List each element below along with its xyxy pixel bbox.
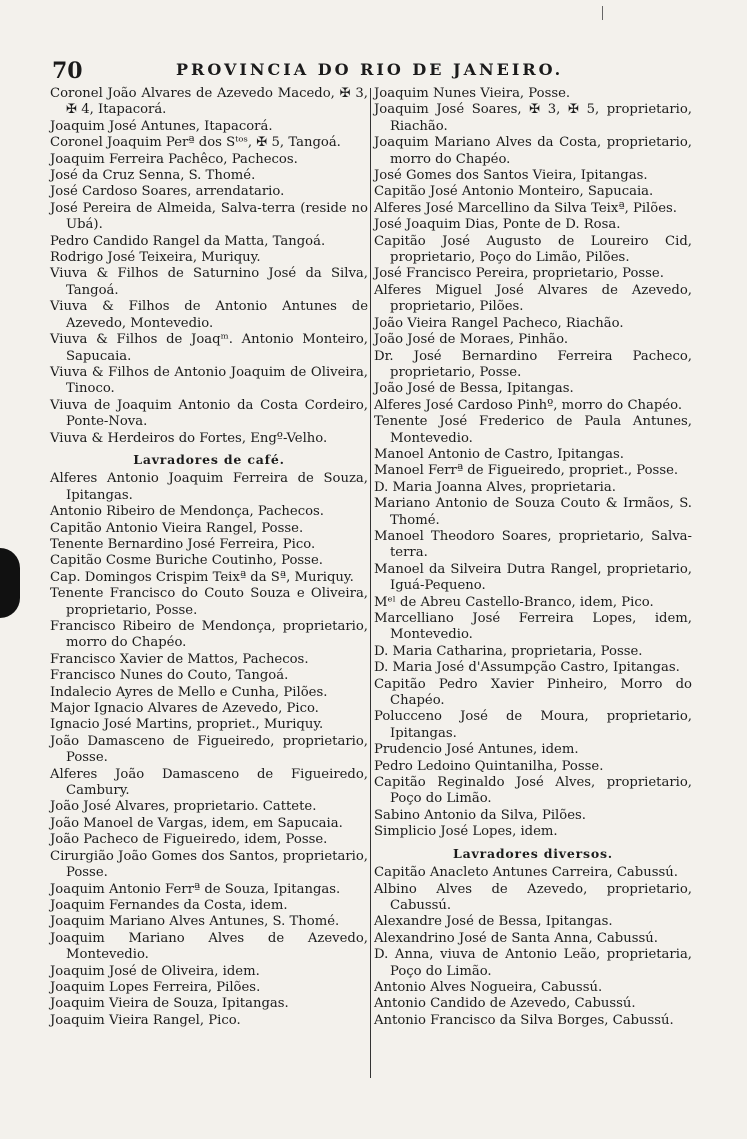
directory-entry: José Gomes dos Santos Vieira, Ipitangas. bbox=[374, 168, 648, 184]
directory-entry: Viuva & Filhos de Antonio Joaquim de Oliveira, Tinoco. bbox=[50, 364, 368, 397]
directory-entry: Antonio Candido de Azevedo, Cabussú. bbox=[374, 996, 636, 1012]
section-heading-diversos: Lavradores diversos. bbox=[453, 845, 613, 861]
directory-entry: Cap. Domingos Crispim Teixª da Sª, Muriquy. bbox=[50, 569, 354, 585]
directory-entry: Capitão Anacleto Antunes Carreira, Cabussú. bbox=[374, 865, 678, 881]
directory-entry: Capitão Antonio Vieira Rangel, Posse. bbox=[50, 520, 304, 536]
directory-entry: Viuva & Filhos de Antonio Antunes de Azevedo, Montevedio. bbox=[50, 299, 368, 331]
directory-entry: João Pacheco de Figueiredo, idem, Posse. bbox=[50, 832, 328, 848]
directory-entry: João Manoel de Vargas, idem, em Sapucaia. bbox=[50, 815, 343, 831]
directory-entry: Coronel João Alvares de Azevedo Macedo, ✠ 3, ✠ 4, Itapacorá. bbox=[50, 86, 368, 118]
directory-entry: José Francisco Pereira, proprietario, Posse. bbox=[374, 266, 664, 282]
directory-entry: João Vieira Rangel Pacheco, Riachão. bbox=[374, 315, 624, 331]
directory-entry: Polucceno José de Moura, proprietario, Ipitangas. bbox=[374, 709, 692, 741]
directory-entry: João José Alvares, proprietario. Cattete. bbox=[50, 799, 317, 815]
directory-entry: José da Cruz Senna, S. Thomé. bbox=[50, 168, 256, 184]
directory-entry: Joaquim Mariano Alves da Costa, proprietario, morro do Chapéo. bbox=[374, 135, 692, 167]
left-entries-top bbox=[50, 86, 368, 447]
page-number: 70 bbox=[52, 58, 83, 84]
directory-entry: Joaquim José de Oliveira, idem. bbox=[50, 963, 260, 979]
directory-entry: Alferes José Marcellino da Silva Teixª, Pilões. bbox=[374, 200, 677, 216]
directory-entry: Pedro Candido Rangel da Matta, Tangoá. bbox=[50, 233, 326, 249]
directory-entry: Sabino Antonio da Silva, Pilões. bbox=[374, 807, 586, 823]
directory-entry: Francisco Nunes do Couto, Tangoá. bbox=[50, 668, 289, 684]
directory-entry: Alferes Miguel José Alvares de Azevedo, proprietario, Pilões. bbox=[374, 282, 692, 315]
directory-entry: Joaquim José Soares, ✠ 3, ✠ 5, proprietario, Riachão. bbox=[374, 102, 692, 134]
directory-entry: Prudencio José Antunes, idem. bbox=[374, 742, 579, 758]
directory-entry: José Pereira de Almeida, Salva-terra (reside no Ubá). bbox=[50, 200, 368, 233]
right-entries-top bbox=[374, 86, 692, 841]
directory-entry: Dr. José Bernardino Ferreira Pacheco, proprietario, Posse. bbox=[374, 348, 692, 380]
directory-entry: Marcelliano José Ferreira Lopes, idem, Montevedio. bbox=[374, 611, 692, 643]
directory-entry: D. Maria José d'Assumpção Castro, Ipitangas. bbox=[374, 660, 680, 676]
directory-entry: João José de Moraes, Pinhão. bbox=[374, 332, 569, 348]
column-divider bbox=[370, 88, 371, 1078]
directory-entry: Cirurgião João Gomes dos Santos, proprietario, Posse. bbox=[50, 848, 368, 881]
directory-entry: Joaquim Mariano Alves de Azevedo, Montevedio. bbox=[50, 930, 368, 963]
directory-entry: Pedro Ledoino Quintanilha, Posse. bbox=[374, 758, 604, 774]
directory-entry: Tenente José Frederico de Paula Antunes, Montevedio. bbox=[374, 414, 692, 446]
directory-entry: Alexandre José de Bessa, Ipitangas. bbox=[374, 914, 613, 930]
directory-entry: Capitão Cosme Buriche Coutinho, Posse. bbox=[50, 553, 323, 569]
directory-entry: Tenente Francisco do Couto Souza e Oliveira, proprietario, Posse. bbox=[50, 586, 368, 618]
directory-entry: Joaquim Mariano Alves Antunes, S. Thomé. bbox=[50, 914, 340, 930]
directory-entry: Francisco Xavier de Mattos, Pachecos. bbox=[50, 651, 309, 667]
directory-entry: Joaquim Ferreira Pachêco, Pachecos. bbox=[50, 151, 298, 167]
running-title: PROVINCIA DO RIO DE JANEIRO. bbox=[176, 60, 564, 79]
directory-entry: Manoel Ferrª de Figueiredo, propriet., Posse. bbox=[374, 463, 679, 479]
directory-entry: Alferes José Cardoso Pinhº, morro do Chapéo. bbox=[374, 397, 683, 413]
directory-entry: Joaquim Vieira de Souza, Ipitangas. bbox=[50, 996, 289, 1012]
directory-entry: Viuva & Filhos de Joaqᵐ. Antonio Monteiro, Sapucaia. bbox=[50, 332, 368, 364]
right-entries-diversos bbox=[374, 865, 692, 1029]
directory-entry: Mᵉˡ de Abreu Castello-Branco, idem, Pico. bbox=[374, 594, 654, 610]
directory-entry: Capitão José Antonio Monteiro, Sapucaia. bbox=[374, 184, 654, 200]
directory-entry: Manoel da Silveira Dutra Rangel, proprietario, Iguá-Pequeno. bbox=[374, 561, 692, 594]
directory-entry: Antonio Ribeiro de Mendonça, Pachecos. bbox=[50, 504, 325, 520]
margin-mark bbox=[602, 6, 603, 20]
directory-entry: Albino Alves de Azevedo, proprietario, Cabussú. bbox=[374, 881, 692, 913]
directory-entry: Viuva & Herdeiros do Fortes, Engº-Velho. bbox=[50, 430, 328, 446]
section-heading-cafe: Lavradores de café. bbox=[133, 451, 285, 467]
directory-entry: Alferes João Damasceno de Figueiredo, Cambury. bbox=[50, 766, 368, 799]
directory-entry: Joaquim Nunes Vieira, Posse. bbox=[374, 86, 571, 101]
directory-entry: Coronel Joaquim Perª dos Sᵗᵒˢ, ✠ 5, Tangoá. bbox=[50, 135, 341, 151]
directory-entry: Simplicio José Lopes, idem. bbox=[374, 824, 558, 840]
directory-entry: D. Anna, viuva de Antonio Leão, proprietaria, Poço do Limão. bbox=[374, 947, 692, 979]
directory-entry: João Damasceno de Figueiredo, proprietario, Posse. bbox=[50, 733, 368, 766]
directory-entry: Capitão Reginaldo José Alves, proprietario, Poço do Limão. bbox=[374, 775, 692, 807]
directory-entry: Antonio Alves Nogueira, Cabussú. bbox=[374, 979, 603, 995]
directory-entry: Antonio Francisco da Silva Borges, Cabussú. bbox=[374, 1012, 674, 1028]
directory-entry: Alferes Antonio Joaquim Ferreira de Souza, Ipitangas. bbox=[50, 471, 368, 503]
directory-entry: Manoel Antonio de Castro, Ipitangas. bbox=[374, 446, 624, 462]
directory-entry: Viuva de Joaquim Antonio da Costa Cordeiro, Ponte-Nova. bbox=[50, 397, 368, 430]
directory-entry: Ignacio José Martins, propriet., Muriquy. bbox=[50, 717, 324, 733]
directory-entry: Tenente Bernardino José Ferreira, Pico. bbox=[50, 536, 316, 552]
directory-entry: Major Ignacio Alvares de Azevedo, Pico. bbox=[50, 701, 319, 717]
directory-entry: José Joaquim Dias, Ponte de D. Rosa. bbox=[374, 217, 621, 233]
directory-entry: Mariano Antonio de Souza Couto & Irmãos, S. Thomé. bbox=[374, 496, 692, 528]
directory-entry: Manoel Theodoro Soares, proprietario, Salva-terra. bbox=[374, 528, 692, 561]
directory-entry: D. Maria Joanna Alves, proprietaria. bbox=[374, 479, 616, 495]
left-column bbox=[50, 86, 368, 1029]
directory-entry: Alexandrino José de Santa Anna, Cabussú. bbox=[374, 930, 658, 946]
directory-entry: João José de Bessa, Ipitangas. bbox=[374, 381, 574, 397]
directory-entry: Capitão Pedro Xavier Pinheiro, Morro do Chapéo. bbox=[374, 676, 692, 709]
directory-entry: Francisco Ribeiro de Mendonça, proprietario, morro do Chapéo. bbox=[50, 619, 368, 651]
directory-entry: Capitão José Augusto de Loureiro Cid, proprietario, Poço do Limão, Pilões. bbox=[374, 233, 692, 266]
directory-entry: Indalecio Ayres de Mello e Cunha, Pilões. bbox=[50, 684, 328, 700]
directory-entry: Viuva & Filhos de Saturnino José da Silva, Tangoá. bbox=[50, 266, 368, 298]
directory-entry: Rodrigo José Teixeira, Muriquy. bbox=[50, 250, 261, 266]
directory-entry: D. Maria Catharina, proprietaria, Posse. bbox=[374, 643, 643, 659]
directory-entry: Joaquim Antonio Ferrª de Souza, Ipitangas. bbox=[50, 881, 341, 897]
binding-shadow bbox=[0, 548, 20, 618]
directory-entry: Joaquim Vieira Rangel, Pico. bbox=[50, 1012, 241, 1028]
directory-entry: Joaquim Lopes Ferreira, Pilões. bbox=[50, 979, 261, 995]
right-column bbox=[374, 86, 692, 1029]
directory-entry: José Cardoso Soares, arrendatario. bbox=[50, 184, 285, 200]
left-entries-cafe bbox=[50, 471, 368, 1029]
directory-entry: Joaquim Fernandes da Costa, idem. bbox=[50, 897, 288, 913]
directory-entry: Joaquim José Antunes, Itapacorá. bbox=[50, 118, 273, 134]
